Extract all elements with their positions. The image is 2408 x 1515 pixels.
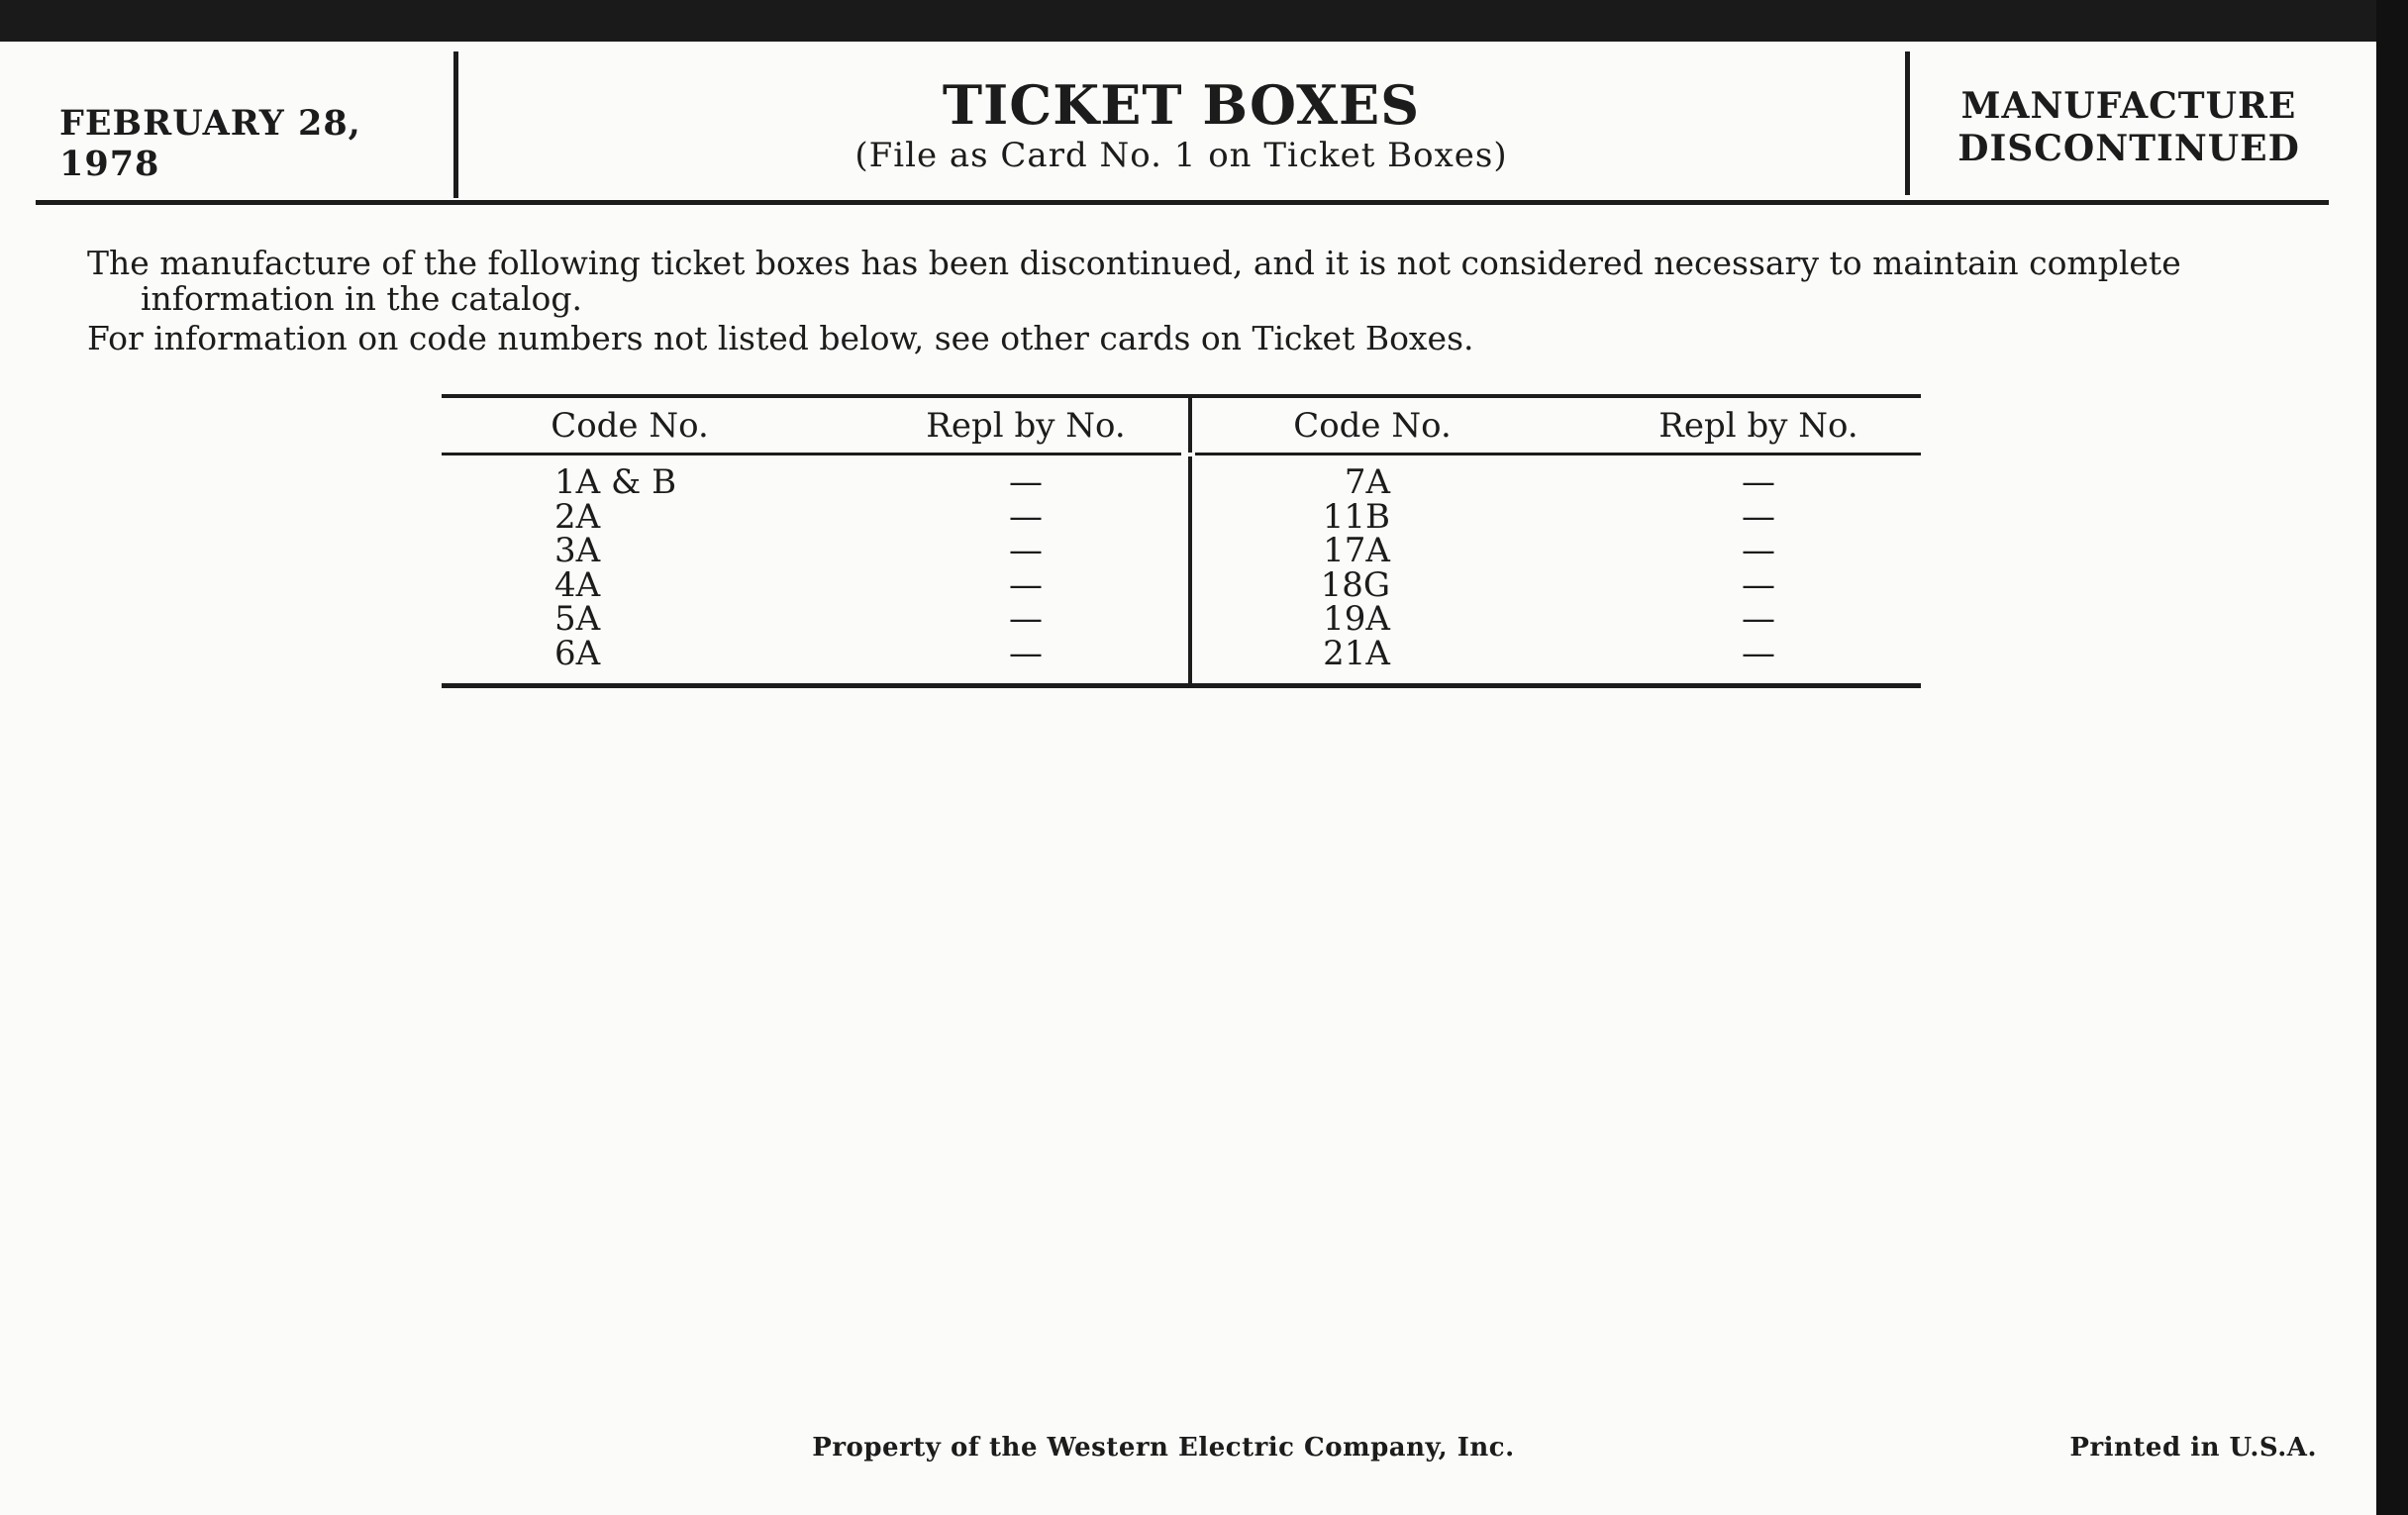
status-line-1: MANUFACTURE: [1960, 85, 2297, 127]
table-rule-gap: [1181, 453, 1195, 456]
intro-paragraph-2: For information on code numbers not listed below, see other cards on Ticket Boxes.: [87, 319, 1474, 357]
table-cell-code: 21A: [1323, 633, 1390, 673]
table-cell-code: 2A: [554, 496, 601, 537]
table-cell-repl: —: [1742, 599, 1775, 639]
table-cell-code: 19A: [1323, 599, 1390, 639]
table-cell-repl: —: [1742, 496, 1775, 537]
table-bottom-rule: [442, 683, 1921, 688]
right-repl-column: [1709, 462, 1808, 673]
header-rule: [36, 200, 2329, 205]
status-label: [1936, 85, 2322, 170]
table-cell-repl: —: [1009, 531, 1043, 570]
discontinued-table: [442, 394, 1921, 688]
table-cell-code: 1A & B: [554, 462, 677, 502]
table-cell-code: 17A: [1323, 531, 1390, 570]
intro-text: [87, 246, 2295, 356]
table-cell-code: 11B: [1322, 496, 1390, 537]
table-cell-repl: —: [1742, 462, 1775, 502]
table-cell-code: 4A: [554, 564, 601, 605]
table-cell-code: 7A: [1344, 462, 1390, 502]
left-repl-column: [976, 462, 1075, 673]
table-cell-repl: —: [1009, 599, 1043, 639]
table-cell-repl: —: [1009, 462, 1043, 502]
intro-paragraph-1: The manufacture of the following ticket boxes has been discontinued, and it is not considered necessary to maintain complete information in the catalog.: [87, 244, 2181, 318]
header-code-right: Code No.: [1293, 406, 1452, 446]
footer-printed-notice: Printed in U.S.A.: [2069, 1433, 2317, 1463]
table-cell-code: 18G: [1320, 564, 1390, 605]
table-center-divider: [1188, 394, 1192, 688]
page-subtitle: (File as Card No. 1 on Ticket Boxes): [854, 136, 1508, 175]
footer-property-notice: Property of the Western Electric Company, Inc.: [812, 1433, 1515, 1463]
scan-edge: [2376, 0, 2408, 1515]
table-cell-code: 5A: [554, 599, 601, 639]
table-top-rule: [442, 394, 1921, 398]
table-cell-repl: —: [1742, 564, 1775, 605]
table-cell-repl: —: [1009, 633, 1043, 673]
table-cell-repl: —: [1742, 633, 1775, 673]
header-repl-left: Repl by No.: [926, 406, 1126, 446]
table-cell-repl: —: [1009, 496, 1043, 537]
table-cell-repl: —: [1009, 564, 1043, 605]
right-code-column: [1254, 462, 1390, 673]
status-line-2: DISCONTINUED: [1957, 128, 2300, 169]
left-code-column: [554, 462, 752, 673]
header-code-left: Code No.: [551, 406, 709, 446]
issue-date: FEBRUARY 28, 1978: [59, 103, 361, 184]
page-title: TICKET BOXES: [942, 73, 1421, 137]
table-cell-code: 3A: [554, 531, 601, 570]
table-cell-code: 6A: [554, 633, 601, 673]
header-repl-right: Repl by No.: [1658, 406, 1858, 446]
header-divider-right: [1905, 51, 1910, 195]
table-cell-repl: —: [1742, 531, 1775, 570]
